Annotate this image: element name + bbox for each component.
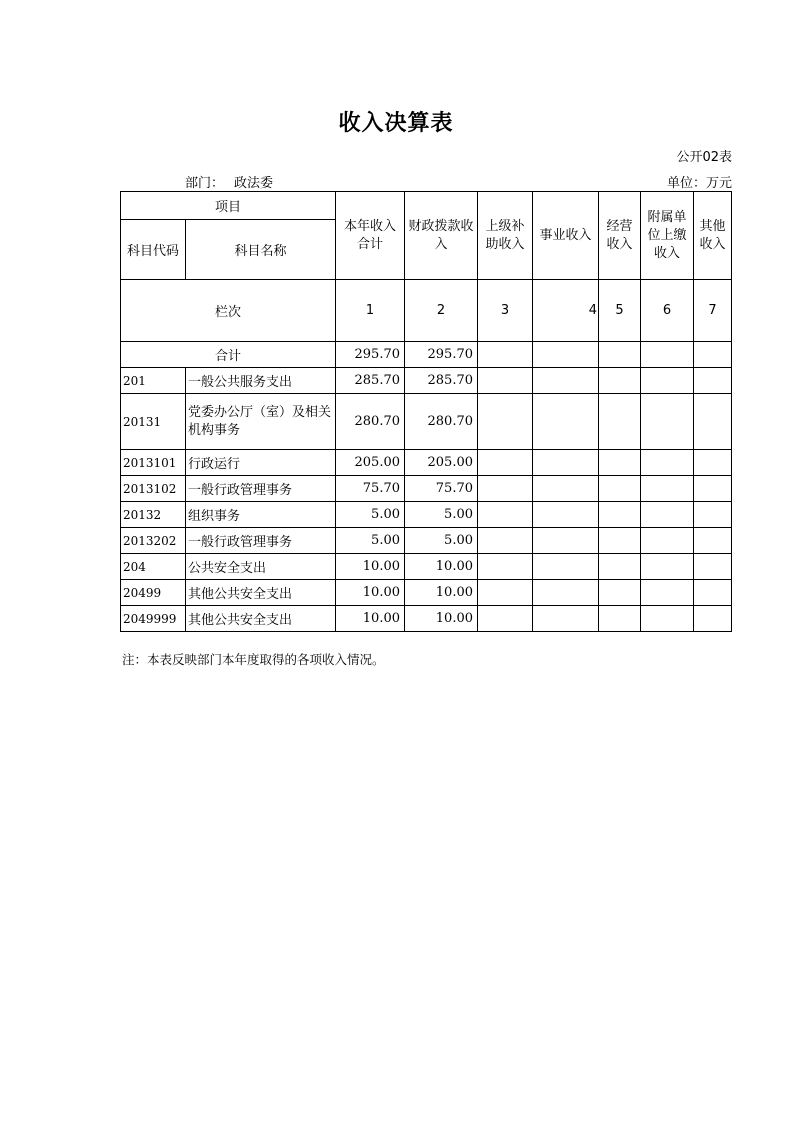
empty-cell: [599, 554, 641, 580]
value-col1: 5.00: [336, 502, 405, 528]
subject-name: 公共安全支出: [186, 554, 336, 580]
empty-cell: [599, 450, 641, 476]
column-index-row: [121, 280, 732, 342]
empty-cell: [533, 342, 599, 368]
empty-cell: [694, 476, 732, 502]
empty-cell: [599, 342, 641, 368]
empty-cell: [533, 450, 599, 476]
value-col1: 10.00: [336, 606, 405, 632]
empty-cell: [641, 450, 694, 476]
empty-cell: [599, 476, 641, 502]
department-label: 部门：: [185, 176, 225, 191]
header-col5: 经营收入: [599, 192, 641, 280]
form-number: 公开02表: [676, 150, 732, 165]
empty-cell: [478, 554, 533, 580]
value-col2: 5.00: [405, 528, 478, 554]
value-col2: 5.00: [405, 502, 478, 528]
subject-name: 组织事务: [186, 502, 336, 528]
table-row: [121, 394, 732, 450]
subject-code: 201: [121, 368, 186, 394]
empty-cell: [694, 394, 732, 450]
header-col7: 其他收入: [694, 192, 732, 280]
header-col1: 本年收入合计: [336, 192, 405, 280]
column-index-3: 3: [478, 280, 533, 342]
header-row-1: [121, 192, 732, 220]
empty-cell: [533, 476, 599, 502]
empty-cell: [533, 606, 599, 632]
empty-cell: [533, 502, 599, 528]
empty-cell: [478, 606, 533, 632]
empty-cell: [533, 554, 599, 580]
subject-name: 其他公共安全支出: [186, 606, 336, 632]
value-col1: 280.70: [336, 394, 405, 450]
column-index-5: 5: [599, 280, 641, 342]
empty-cell: [599, 580, 641, 606]
empty-cell: [599, 528, 641, 554]
empty-cell: [533, 394, 599, 450]
table-row: [121, 580, 732, 606]
value-col2: 10.00: [405, 554, 478, 580]
column-index-6: 6: [641, 280, 694, 342]
empty-cell: [478, 368, 533, 394]
header-code: 科目代码: [121, 220, 186, 280]
empty-cell: [694, 528, 732, 554]
total-value-1: 295.70: [336, 342, 405, 368]
empty-cell: [641, 528, 694, 554]
empty-cell: [599, 502, 641, 528]
subject-code: 204: [121, 554, 186, 580]
header-name: 科目名称: [186, 220, 336, 280]
subject-name: 党委办公厅（室）及相关机构事务: [186, 394, 336, 450]
table-row: [121, 368, 732, 394]
subject-code: 2013101: [121, 450, 186, 476]
empty-cell: [478, 450, 533, 476]
empty-cell: [533, 368, 599, 394]
column-index-label: 栏次: [121, 280, 336, 342]
value-col2: 280.70: [405, 394, 478, 450]
empty-cell: [694, 450, 732, 476]
empty-cell: [694, 580, 732, 606]
page-title: 收入决算表: [338, 111, 454, 136]
department: [185, 172, 273, 191]
empty-cell: [478, 502, 533, 528]
value-col1: 75.70: [336, 476, 405, 502]
value-col1: 10.00: [336, 554, 405, 580]
empty-cell: [641, 342, 694, 368]
value-col1: 5.00: [336, 528, 405, 554]
header-col4: 事业收入: [533, 192, 599, 280]
empty-cell: [641, 502, 694, 528]
value-col2: 285.70: [405, 368, 478, 394]
empty-cell: [533, 580, 599, 606]
total-label: 合计: [121, 342, 336, 368]
income-table: [120, 191, 732, 632]
empty-cell: [478, 342, 533, 368]
table-row: [121, 554, 732, 580]
subject-name: 其他公共安全支出: [186, 580, 336, 606]
subject-code: 2013102: [121, 476, 186, 502]
header-col3: 上级补助收入: [478, 192, 533, 280]
footnote: 注：本表反映部门本年度取得的各项收入情况。: [122, 652, 385, 667]
total-row: [121, 342, 732, 368]
subject-code: 20131: [121, 394, 186, 450]
value-col2: 75.70: [405, 476, 478, 502]
empty-cell: [478, 528, 533, 554]
empty-cell: [641, 394, 694, 450]
empty-cell: [599, 394, 641, 450]
empty-cell: [599, 606, 641, 632]
subject-code: 20132: [121, 502, 186, 528]
header-col6: 附属单位上缴收入: [641, 192, 694, 280]
value-col2: 10.00: [405, 606, 478, 632]
table-row: [121, 450, 732, 476]
empty-cell: [694, 368, 732, 394]
empty-cell: [641, 580, 694, 606]
empty-cell: [694, 342, 732, 368]
column-index-2: 2: [405, 280, 478, 342]
empty-cell: [478, 394, 533, 450]
empty-cell: [599, 368, 641, 394]
table-row: [121, 502, 732, 528]
empty-cell: [641, 368, 694, 394]
subject-name: 行政运行: [186, 450, 336, 476]
table-row: [121, 476, 732, 502]
subject-code: 2049999: [121, 606, 186, 632]
empty-cell: [694, 554, 732, 580]
empty-cell: [478, 580, 533, 606]
header-col2: 财政拨款收入: [405, 192, 478, 280]
empty-cell: [694, 606, 732, 632]
value-col1: 10.00: [336, 580, 405, 606]
column-index-4: 4: [533, 280, 599, 342]
column-index-1: 1: [336, 280, 405, 342]
header-item: 项目: [121, 192, 336, 220]
column-index-7: 7: [694, 280, 732, 342]
empty-cell: [641, 476, 694, 502]
empty-cell: [478, 476, 533, 502]
department-value: 政法委: [234, 176, 274, 191]
unit-label: 单位：万元: [666, 176, 732, 191]
subject-name: 一般行政管理事务: [186, 528, 336, 554]
value-col1: 205.00: [336, 450, 405, 476]
empty-cell: [641, 606, 694, 632]
empty-cell: [694, 502, 732, 528]
subject-code: 20499: [121, 580, 186, 606]
subject-name: 一般行政管理事务: [186, 476, 336, 502]
total-value-2: 295.70: [405, 342, 478, 368]
empty-cell: [533, 528, 599, 554]
value-col2: 205.00: [405, 450, 478, 476]
table-row: [121, 528, 732, 554]
value-col2: 10.00: [405, 580, 478, 606]
value-col1: 285.70: [336, 368, 405, 394]
subject-code: 2013202: [121, 528, 186, 554]
table-row: [121, 606, 732, 632]
subject-name: 一般公共服务支出: [186, 368, 336, 394]
empty-cell: [641, 554, 694, 580]
